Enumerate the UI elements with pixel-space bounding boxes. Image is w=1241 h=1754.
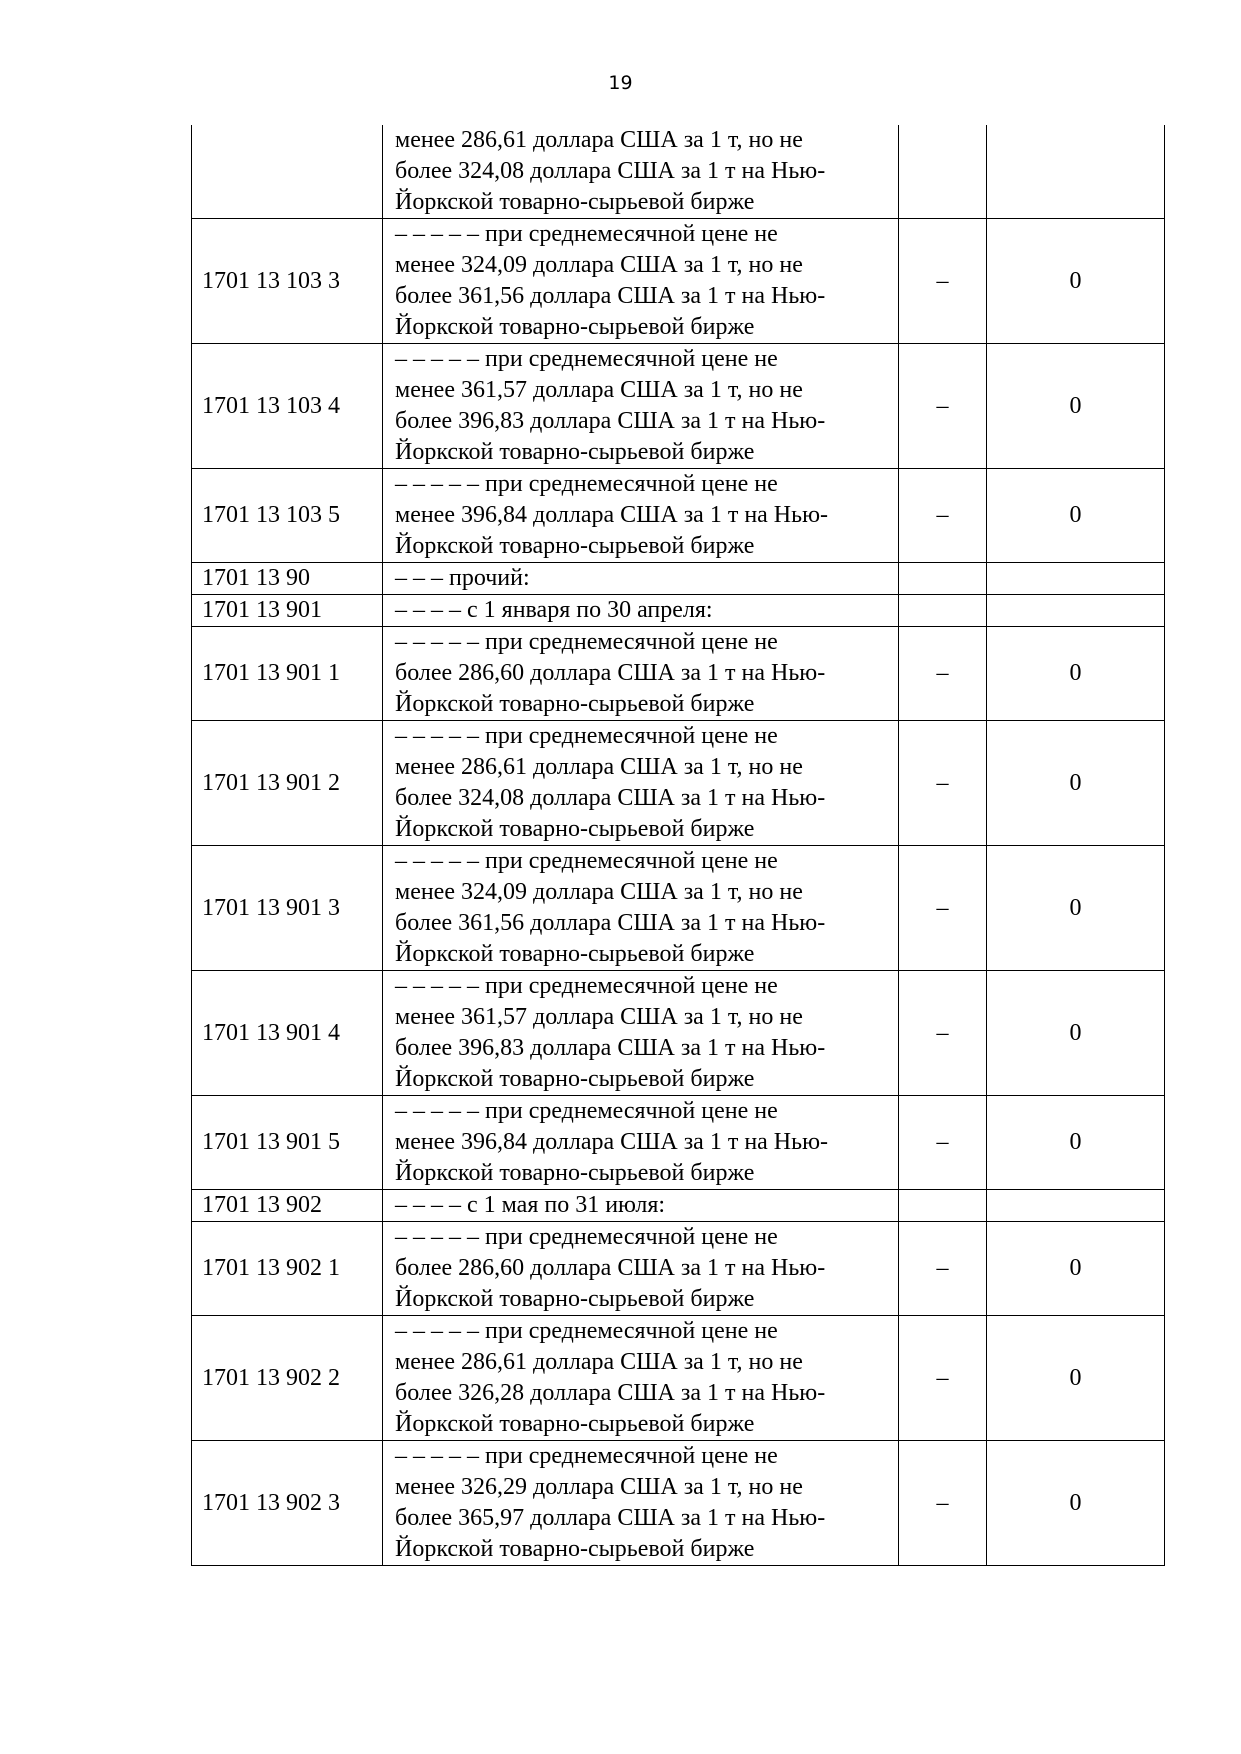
rate-cell: – xyxy=(899,219,987,344)
rate-cell: – xyxy=(899,344,987,469)
description-cell xyxy=(383,469,899,563)
table-row xyxy=(192,595,1165,627)
rate-cell: – xyxy=(899,1316,987,1441)
description-line: Йоркской товарно-сырьевой бирже xyxy=(395,1286,755,1312)
description-line: – – – – – при среднемесячной цене не xyxy=(395,1443,778,1469)
value-cell xyxy=(987,563,1165,595)
description-cell xyxy=(383,563,899,595)
commodity-code-cell: 1701 13 902 1 xyxy=(192,1222,383,1316)
commodity-code-cell: 1701 13 103 4 xyxy=(192,344,383,469)
tariff-table-body xyxy=(192,125,1165,1566)
table-row xyxy=(192,219,1165,344)
description-cell xyxy=(383,125,899,219)
description-cell xyxy=(383,344,899,469)
description-line: – – – – – при среднемесячной цене не xyxy=(395,1224,778,1250)
table-row xyxy=(192,846,1165,971)
description-cell xyxy=(383,971,899,1096)
value-cell: 0 xyxy=(987,344,1165,469)
description-line: менее 324,09 доллара США за 1 т, но не xyxy=(395,879,803,905)
table-row xyxy=(192,627,1165,721)
commodity-code-cell: 1701 13 103 5 xyxy=(192,469,383,563)
description-line: более 324,08 доллара США за 1 т на Нью- xyxy=(395,158,826,184)
description-line: более 396,83 доллара США за 1 т на Нью- xyxy=(395,1035,826,1061)
description-line: менее 286,61 доллара США за 1 т, но не xyxy=(395,127,803,153)
value-cell: 0 xyxy=(987,219,1165,344)
description-line: Йоркской товарно-сырьевой бирже xyxy=(395,189,755,215)
description-line: более 361,56 доллара США за 1 т на Нью- xyxy=(395,910,826,936)
description-line: Йоркской товарно-сырьевой бирже xyxy=(395,533,755,559)
description-cell xyxy=(383,1316,899,1441)
commodity-code-cell: 1701 13 902 3 xyxy=(192,1441,383,1566)
description-line: – – – – с 1 января по 30 апреля: xyxy=(395,597,713,623)
description-line: – – – – – при среднемесячной цене не xyxy=(395,973,778,999)
description-line: более 286,60 доллара США за 1 т на Нью- xyxy=(395,660,826,686)
table-row xyxy=(192,1441,1165,1566)
table-row xyxy=(192,1190,1165,1222)
rate-cell: – xyxy=(899,469,987,563)
description-line: более 396,83 доллара США за 1 т на Нью- xyxy=(395,408,826,434)
table-row xyxy=(192,721,1165,846)
description-line: Йоркской товарно-сырьевой бирже xyxy=(395,1066,755,1092)
description-line: менее 396,84 доллара США за 1 т на Нью- xyxy=(395,1129,829,1155)
description-line: – – – – – при среднемесячной цене не xyxy=(395,723,778,749)
description-line: более 324,08 доллара США за 1 т на Нью- xyxy=(395,785,826,811)
description-cell xyxy=(383,219,899,344)
value-cell: 0 xyxy=(987,1222,1165,1316)
rate-cell: – xyxy=(899,721,987,846)
table-row xyxy=(192,1096,1165,1190)
value-cell: 0 xyxy=(987,469,1165,563)
description-line: менее 286,61 доллара США за 1 т, но не xyxy=(395,1349,803,1375)
description-line: более 326,28 доллара США за 1 т на Нью- xyxy=(395,1380,826,1406)
commodity-code-cell: 1701 13 901 2 xyxy=(192,721,383,846)
rate-cell xyxy=(899,563,987,595)
value-cell xyxy=(987,595,1165,627)
table-row xyxy=(192,344,1165,469)
value-cell: 0 xyxy=(987,721,1165,846)
description-cell xyxy=(383,627,899,721)
tariff-table xyxy=(191,125,1165,1566)
description-cell xyxy=(383,1190,899,1222)
description-line: Йоркской товарно-сырьевой бирже xyxy=(395,816,755,842)
value-cell: 0 xyxy=(987,1441,1165,1566)
value-cell: 0 xyxy=(987,627,1165,721)
value-cell: 0 xyxy=(987,1096,1165,1190)
commodity-code-cell: 1701 13 103 3 xyxy=(192,219,383,344)
description-line: Йоркской товарно-сырьевой бирже xyxy=(395,1536,755,1562)
rate-cell xyxy=(899,125,987,219)
value-cell: 0 xyxy=(987,971,1165,1096)
description-line: – – – – с 1 мая по 31 июля: xyxy=(395,1192,666,1218)
commodity-code-cell: 1701 13 901 1 xyxy=(192,627,383,721)
description-cell xyxy=(383,721,899,846)
description-line: менее 361,57 доллара США за 1 т, но не xyxy=(395,1004,803,1030)
description-cell xyxy=(383,1222,899,1316)
description-line: Йоркской товарно-сырьевой бирже xyxy=(395,314,755,340)
description-line: менее 286,61 доллара США за 1 т, но не xyxy=(395,754,803,780)
value-cell xyxy=(987,1190,1165,1222)
commodity-code-cell: 1701 13 901 4 xyxy=(192,971,383,1096)
table-row xyxy=(192,125,1165,219)
value-cell: 0 xyxy=(987,1316,1165,1441)
description-line: – – – – – при среднемесячной цене не xyxy=(395,471,778,497)
rate-cell: – xyxy=(899,1096,987,1190)
table-row xyxy=(192,1316,1165,1441)
description-line: – – – – – при среднемесячной цене не xyxy=(395,346,778,372)
description-line: более 286,60 доллара США за 1 т на Нью- xyxy=(395,1255,826,1281)
description-cell xyxy=(383,595,899,627)
commodity-code-cell: 1701 13 902 2 xyxy=(192,1316,383,1441)
rate-cell xyxy=(899,595,987,627)
description-line: Йоркской товарно-сырьевой бирже xyxy=(395,439,755,465)
description-line: менее 396,84 доллара США за 1 т на Нью- xyxy=(395,502,829,528)
table-row xyxy=(192,563,1165,595)
commodity-code-cell xyxy=(192,125,383,219)
value-cell: 0 xyxy=(987,846,1165,971)
commodity-code-cell: 1701 13 901 5 xyxy=(192,1096,383,1190)
description-line: – – – – – при среднемесячной цене не xyxy=(395,221,778,247)
description-cell xyxy=(383,846,899,971)
description-cell xyxy=(383,1441,899,1566)
description-line: – – – – – при среднемесячной цене не xyxy=(395,1098,778,1124)
rate-cell: – xyxy=(899,846,987,971)
description-line: – – – – – при среднемесячной цене не xyxy=(395,629,778,655)
description-line: менее 361,57 доллара США за 1 т, но не xyxy=(395,377,803,403)
description-line: менее 326,29 доллара США за 1 т, но не xyxy=(395,1474,803,1500)
description-line: более 365,97 доллара США за 1 т на Нью- xyxy=(395,1505,826,1531)
rate-cell: – xyxy=(899,1441,987,1566)
description-line: Йоркской товарно-сырьевой бирже xyxy=(395,941,755,967)
description-line: менее 324,09 доллара США за 1 т, но не xyxy=(395,252,803,278)
table-row xyxy=(192,1222,1165,1316)
description-line: – – – прочий: xyxy=(395,565,530,591)
description-line: более 361,56 доллара США за 1 т на Нью- xyxy=(395,283,826,309)
rate-cell: – xyxy=(899,627,987,721)
commodity-code-cell: 1701 13 90 xyxy=(192,563,383,595)
description-line: Йоркской товарно-сырьевой бирже xyxy=(395,1160,755,1186)
commodity-code-cell: 1701 13 902 xyxy=(192,1190,383,1222)
description-line: Йоркской товарно-сырьевой бирже xyxy=(395,691,755,717)
table-row xyxy=(192,469,1165,563)
page-number: 19 xyxy=(608,72,633,94)
description-line: – – – – – при среднемесячной цене не xyxy=(395,1318,778,1344)
description-line: Йоркской товарно-сырьевой бирже xyxy=(395,1411,755,1437)
commodity-code-cell: 1701 13 901 xyxy=(192,595,383,627)
value-cell xyxy=(987,125,1165,219)
rate-cell: – xyxy=(899,1222,987,1316)
commodity-code-cell: 1701 13 901 3 xyxy=(192,846,383,971)
rate-cell xyxy=(899,1190,987,1222)
rate-cell: – xyxy=(899,971,987,1096)
description-cell xyxy=(383,1096,899,1190)
description-line: – – – – – при среднемесячной цене не xyxy=(395,848,778,874)
table-row xyxy=(192,971,1165,1096)
